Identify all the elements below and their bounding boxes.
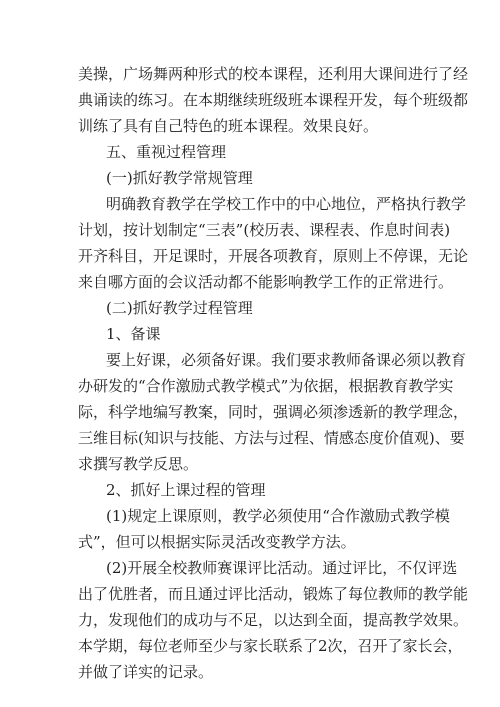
text-line: 三维目标(知识与技能、方法与过程、情感态度价值观)、要	[78, 429, 465, 447]
subsection-heading: (一)抓好教学常规管理	[106, 169, 253, 187]
text-line: 出了优胜者，而且通过评比活动，锻炼了每位教师的教学能	[78, 585, 469, 603]
text-line: 力，发现他们的成功与不足，以达到全面，提高教学效果。	[78, 611, 469, 629]
text-line: 训练了具有自己特色的班本课程。效果良好。	[78, 117, 379, 135]
subsection-heading: (二)抓好教学过程管理	[106, 299, 253, 317]
text-line: 明确教育教学在学校工作中的中心地位，严格执行教学	[106, 195, 467, 213]
text-line: 际，科学地编写教案，同时，强调必须渗透新的教学理念，	[78, 403, 469, 421]
section-heading: 五、重视过程管理	[106, 143, 227, 161]
text-line: 计划，按计划制定“三表”(校历表、课程表、作息时间表)	[78, 221, 451, 239]
text-line: 来自哪方面的会议活动都不能影响教学工作的正常进行。	[78, 273, 454, 291]
text-line: 办研发的“合作激励式教学模式”为依据，根据教育教学实	[78, 377, 454, 395]
text-line: 典诵读的练习。在本期继续班级班本课程开发，每个班级都	[78, 91, 469, 109]
text-line: 要上好课，必须备好课。我们要求教师备课必须以教育	[106, 351, 467, 369]
text-line: 并做了详实的记录。	[78, 663, 214, 681]
text-line: 求撰写教学反思。	[78, 455, 199, 473]
item-heading: 2、抓好上课过程的管理	[106, 481, 266, 499]
text-line: 本学期，每位老师至少与家长联系了2次，召开了家长会，	[78, 637, 463, 655]
text-line: 开齐科目，开足课时，开展各项教育，原则上不停课，无论	[78, 247, 469, 265]
item-heading: 1、备课	[106, 325, 161, 343]
text-line: (2)开展全校教师赛课评比活动。通过评比，不仅评选	[106, 559, 458, 577]
text-line: 式”，但可以根据实际灵活改变教学方法。	[78, 533, 356, 551]
text-line: 美操，广场舞两种形式的校本课程，还利用大课间进行了经	[78, 65, 469, 83]
text-line: (1)规定上课原则，教学必须使用“合作激励式教学模	[106, 507, 450, 525]
